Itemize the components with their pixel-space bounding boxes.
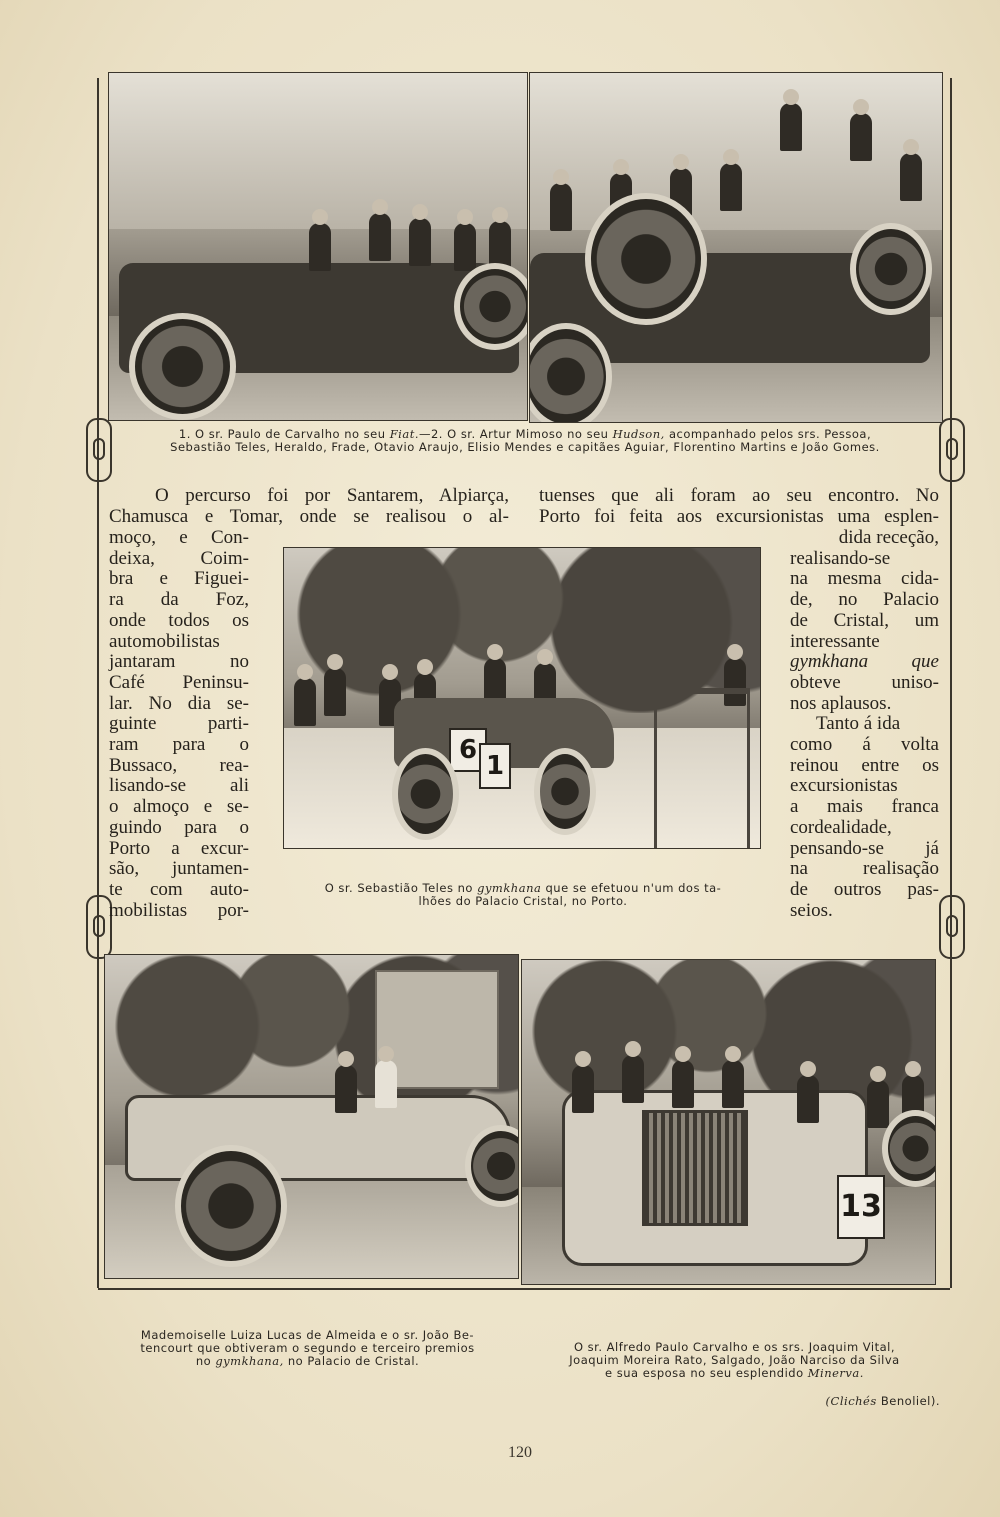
article-line: tuenses que ali foram ao seu encontro. No	[539, 485, 939, 506]
caption-line: Sebastião Teles, Heraldo, Frade, Otavio Araujo, Elisio Mendes e capitães Aguiar, Florentino Martins e João Gomes.	[170, 440, 880, 454]
caption-text: —2. O sr. Artur Mimoso no seu	[418, 427, 613, 441]
article-line: lar. No dia se-	[109, 692, 249, 714]
bottom-flourish-line	[98, 1288, 950, 1290]
race-number-1: 1	[479, 743, 511, 789]
page-number: 120	[508, 1444, 532, 1461]
article-line: Bussaco, rea-	[109, 754, 249, 776]
article-line: ram para o	[109, 734, 249, 756]
caption-text: 1. O sr. Paulo de Carvalho no seu	[178, 427, 390, 441]
caption-text: O sr. Sebastião Teles no	[324, 881, 478, 895]
article-line: dida receção,	[838, 527, 939, 548]
article-line: Porto foi feita aos excursionistas uma esplen-	[539, 505, 939, 527]
caption-line	[196, 1354, 419, 1368]
article-line: de outros pas-	[790, 878, 939, 900]
frame-right-line	[950, 78, 952, 1288]
photo-minerva-car	[521, 959, 936, 1285]
credit-italic: (Clichés	[825, 1394, 877, 1408]
photo-fiat-car	[108, 72, 528, 421]
article-left-column	[109, 528, 249, 921]
caption-car-name: Fiat.	[389, 427, 419, 441]
article-line: excursionistas	[790, 775, 898, 797]
article-line: reinou entre os	[790, 754, 939, 776]
caption-line: tencourt que obtiveram o segundo e terceiro premios	[140, 1341, 475, 1355]
caption-line	[605, 1366, 864, 1380]
article-line: na mesma cida-	[790, 568, 939, 590]
article-line: gymkhana que	[790, 651, 939, 673]
article-line: Café Peninsu-	[109, 671, 249, 693]
article-line: bra e Figuei-	[109, 568, 249, 590]
caption-text: acompanhado pelos srs. Pessoa,	[664, 427, 872, 441]
article-line: mobilistas por-	[109, 899, 249, 921]
article-line: a mais franca	[790, 796, 939, 818]
article-line: realisando-se	[790, 547, 891, 569]
caption-line: lhões do Palacio Cristal, no Porto.	[418, 894, 628, 908]
middle-photo-caption	[285, 882, 761, 908]
caption-text: no	[195, 1354, 216, 1368]
top-photo-caption	[110, 428, 940, 454]
race-number-13: 13	[837, 1175, 885, 1239]
left-ornament-top	[86, 418, 112, 482]
article-line: obteve uniso-	[790, 671, 939, 693]
frame-left-line	[97, 78, 99, 1288]
photo-credit	[760, 1395, 940, 1408]
caption-italic: Minerva.	[807, 1366, 864, 1380]
article-line: onde todos os	[109, 609, 249, 631]
article-line: Porto a excur-	[109, 837, 249, 859]
article-right-top	[539, 486, 939, 527]
article-line: guinte parti-	[109, 713, 249, 735]
caption-text: no Palacio de Cristal.	[283, 1354, 420, 1368]
right-ornament-bottom	[939, 895, 965, 959]
article-left-top	[109, 486, 509, 527]
article-line: O percurso foi por Santarem, Alpiarça,	[155, 485, 509, 506]
caption-italic: gymkhana,	[215, 1354, 284, 1368]
right-ornament-top	[939, 418, 965, 482]
article-line: automobilistas	[109, 630, 220, 652]
article-line: são, juntamen-	[109, 858, 249, 880]
article-right-column	[790, 528, 939, 921]
article-line: te com auto-	[109, 878, 249, 900]
caption-line: Mademoiselle Luiza Lucas de Almeida e o sr. João Be-	[140, 1328, 475, 1342]
photo-luiza-lucas-car	[104, 954, 519, 1279]
article-line: de Cristal, um	[790, 609, 939, 631]
article-line: nos aplausos.	[790, 692, 892, 714]
caption-car-name: Hudson,	[612, 427, 665, 441]
article-line: seios.	[790, 899, 833, 921]
article-line: lisando-se ali	[109, 775, 249, 797]
article-line: jantaram no	[109, 651, 249, 673]
caption-line: O sr. Alfredo Paulo Carvalho e os srs. Joaquim Vital,	[573, 1340, 896, 1354]
caption-line	[325, 881, 722, 895]
caption-line	[179, 427, 871, 441]
article-line: Tanto á ida	[816, 713, 901, 735]
race-number-6: 6	[449, 728, 487, 772]
article-line: como á volta	[790, 734, 939, 756]
article-line: na realisação	[790, 858, 939, 880]
bottom-left-caption	[100, 1329, 515, 1368]
article-line: pensando-se já	[790, 837, 939, 859]
bottom-right-caption	[527, 1341, 942, 1380]
photo-hudson-car	[529, 72, 943, 423]
caption-text: que se efetuou n'um dos ta-	[541, 881, 722, 895]
article-line: o almoço e se-	[109, 796, 249, 818]
caption-text: e sua esposa no seu esplendido	[605, 1366, 808, 1380]
caption-italic: gymkhana	[477, 881, 542, 895]
article-line: de, no Palacio	[790, 589, 939, 611]
article-line: interessante	[790, 630, 880, 652]
article-line: ra da Foz,	[109, 589, 249, 611]
credit-text: Benoliel).	[876, 1394, 940, 1408]
article-line: cordealidade,	[790, 816, 892, 838]
photo-gymkhana-palacio-cristal	[283, 547, 761, 849]
article-line: deixa, Coim-	[109, 547, 249, 569]
article-line: guindo para o	[109, 816, 249, 838]
article-line: moço, e Con-	[109, 527, 249, 548]
caption-line: Joaquim Moreira Rato, Salgado, João Narciso da Silva	[569, 1353, 900, 1367]
article-line: Chamusca e Tomar, onde se realisou o al-	[109, 505, 509, 527]
